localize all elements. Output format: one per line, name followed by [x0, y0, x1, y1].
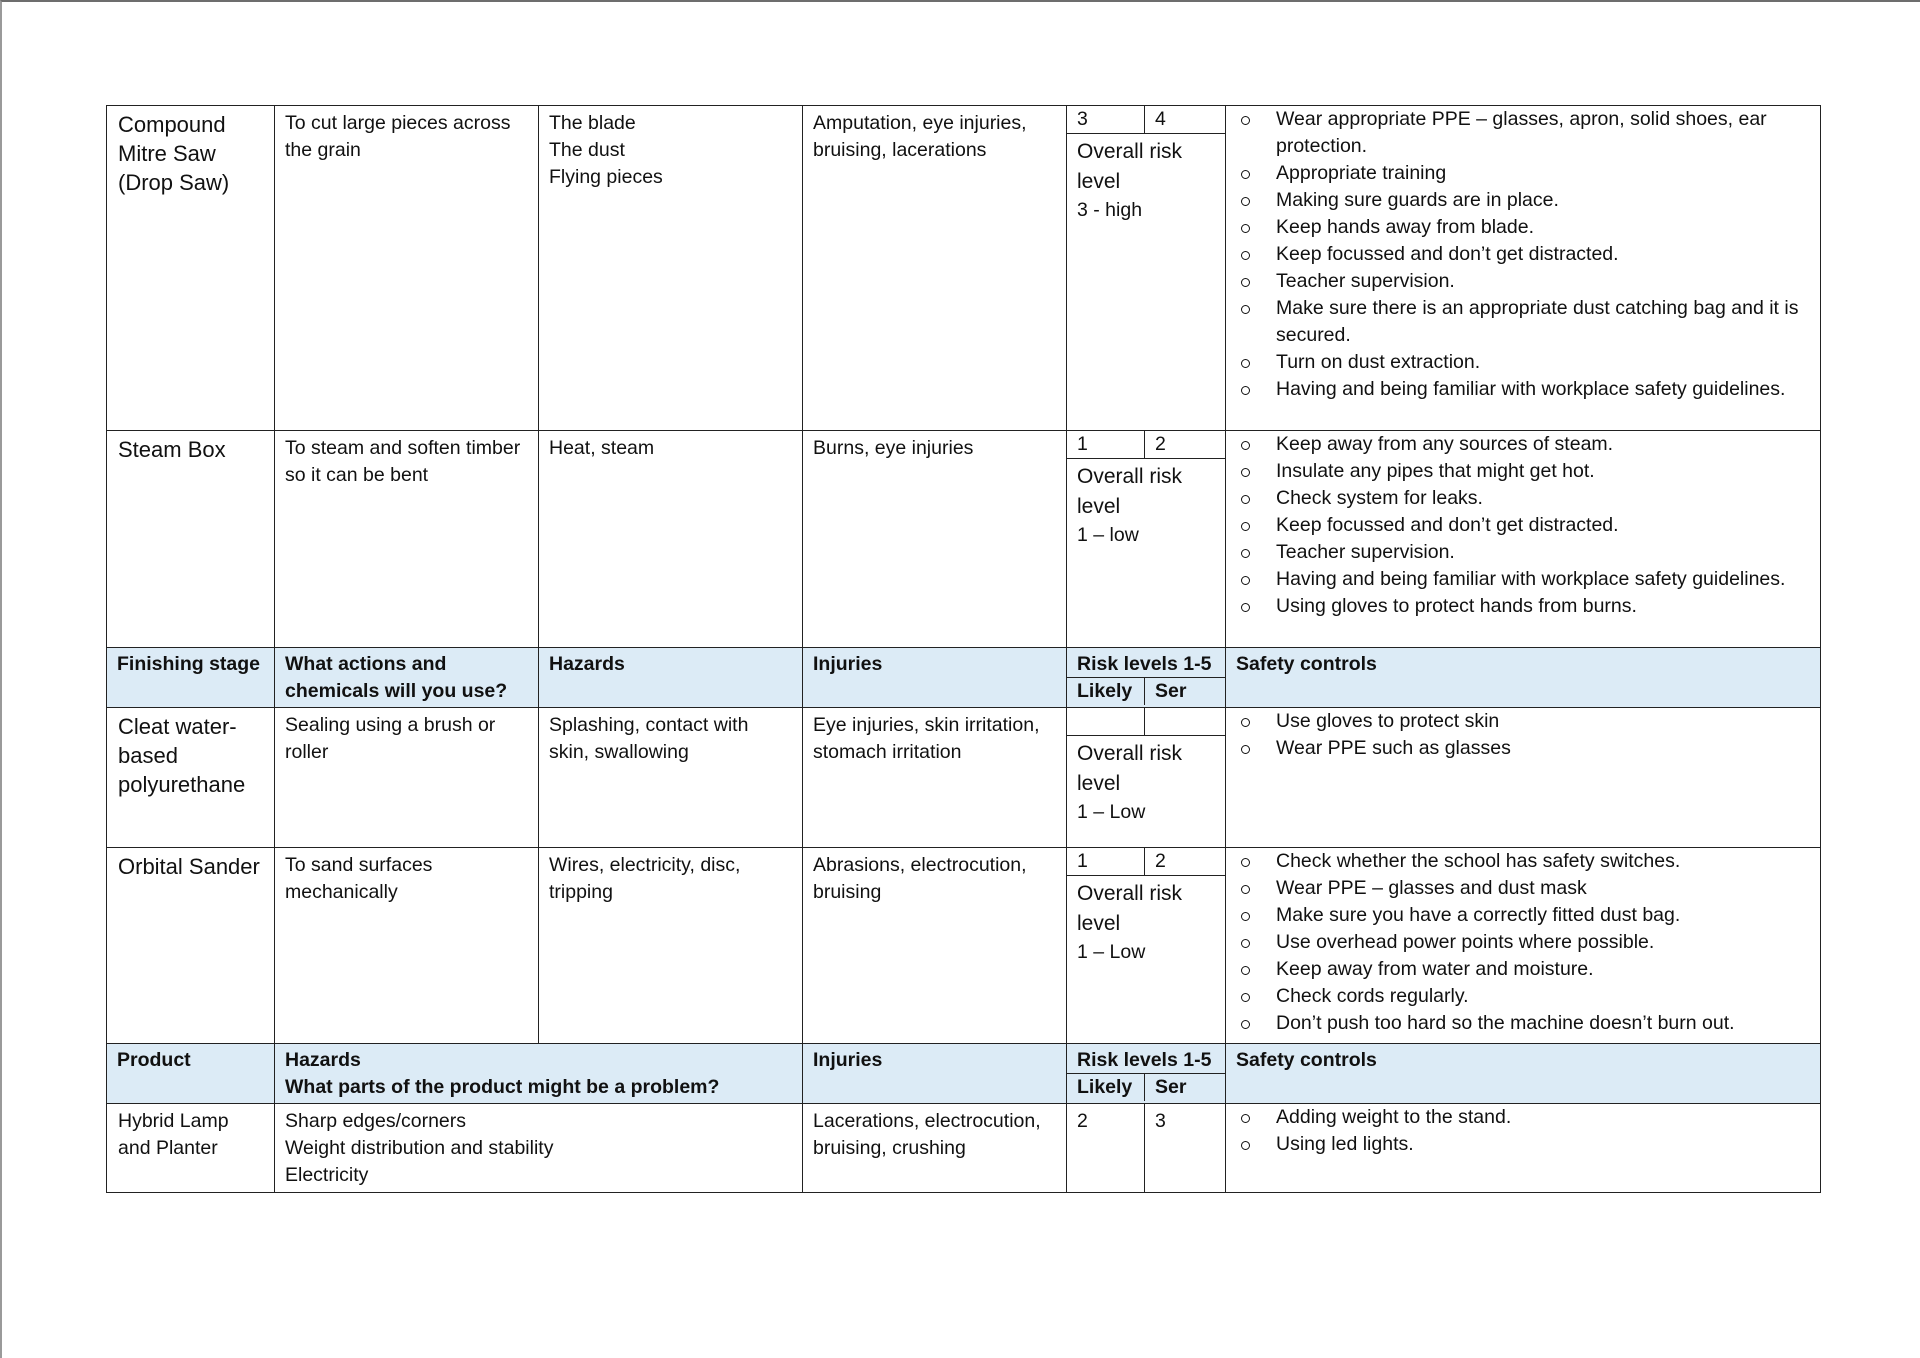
tool-action: Sealing using a brush or roller	[275, 708, 539, 848]
severity-value: 2	[1155, 850, 1166, 872]
control-item: Don’t push too hard so the machine doesn’t burn out.	[1226, 1010, 1810, 1037]
hazard-line: Sharp edges/corners	[285, 1110, 467, 1132]
header-risk-title: Risk levels 1-5	[1067, 648, 1225, 678]
likely-value: 1	[1067, 431, 1145, 458]
header-risk-levels	[1067, 1044, 1226, 1104]
header-risk-title: Risk levels 1-5	[1067, 1044, 1225, 1074]
risk-level-cell	[1067, 431, 1226, 648]
header-injuries: Injuries	[803, 648, 1067, 708]
header-hazards-question: What parts of the product might be a problem?	[285, 1076, 720, 1098]
hazard-line: The blade	[549, 112, 636, 134]
overall-risk-label: Overall risk level	[1077, 465, 1183, 518]
header-hazards: Hazards	[285, 1049, 361, 1071]
table-row	[107, 431, 1821, 648]
overall-risk-label: Overall risk level	[1077, 742, 1183, 795]
control-item: Turn on dust extraction.	[1226, 349, 1810, 376]
control-item: Keep away from water and moisture.	[1226, 956, 1810, 983]
control-item: Keep hands away from blade.	[1226, 214, 1810, 241]
overall-risk-value: 1 – Low	[1077, 801, 1146, 823]
control-item: Wear appropriate PPE – glasses, apron, solid shoes, ear protection.	[1226, 106, 1810, 160]
control-item: Having and being familiar with workplace safety guidelines.	[1226, 376, 1810, 403]
tool-action: To sand surfaces mechanically	[275, 848, 539, 1044]
header-actions: What actions and chemicals will you use?	[275, 648, 539, 708]
header-risk-levels	[1067, 648, 1226, 708]
control-item: Keep focussed and don’t get distracted.	[1226, 512, 1810, 539]
hazard-line: Weight distribution and stability	[285, 1137, 554, 1159]
control-item: Use gloves to protect skin	[1226, 708, 1810, 735]
control-item: Use overhead power points where possible.	[1226, 929, 1810, 956]
risk-level-cell	[1067, 1104, 1226, 1193]
overall-risk-value: 1 – low	[1077, 524, 1139, 546]
control-item: Using gloves to protect hands from burns.	[1226, 593, 1810, 620]
control-item: Appropriate training	[1226, 160, 1810, 187]
header-ser: Ser	[1155, 680, 1187, 702]
hazard-line: The dust	[549, 139, 625, 161]
severity-value: 2	[1155, 433, 1166, 455]
tool-name: Compound Mitre Saw (Drop Saw)	[107, 106, 275, 431]
control-item: Teacher supervision.	[1226, 268, 1810, 295]
table-row	[107, 848, 1821, 1044]
product-name: Hybrid Lamp and Planter	[107, 1104, 275, 1193]
header-product: Product	[107, 1044, 275, 1104]
safety-controls	[1226, 708, 1821, 848]
control-item: Wear PPE such as glasses	[1226, 735, 1810, 762]
overall-risk-label: Overall risk level	[1077, 140, 1183, 193]
overall-risk-label: Overall risk level	[1077, 882, 1183, 935]
control-item: Make sure you have a correctly fitted dust bag.	[1226, 902, 1810, 929]
hazard-line: Heat, steam	[549, 437, 655, 459]
control-item: Keep away from any sources of steam.	[1226, 431, 1810, 458]
header-ser: Ser	[1155, 1076, 1187, 1098]
control-item: Having and being familiar with workplace safety guidelines.	[1226, 566, 1810, 593]
control-item: Adding weight to the stand.	[1226, 1104, 1810, 1131]
product-hazards	[275, 1104, 803, 1193]
likely-value: 2	[1067, 1104, 1145, 1192]
control-item: Insulate any pipes that might get hot.	[1226, 458, 1810, 485]
finishing-header-row	[107, 648, 1821, 708]
safety-controls	[1226, 431, 1821, 648]
control-item: Check cords regularly.	[1226, 983, 1810, 1010]
control-item: Check system for leaks.	[1226, 485, 1810, 512]
hazard-line: Flying pieces	[549, 166, 663, 188]
control-item: Teacher supervision.	[1226, 539, 1810, 566]
hazard-line: Electricity	[285, 1164, 369, 1186]
control-item: Check whether the school has safety switches.	[1226, 848, 1810, 875]
control-item: Keep focussed and don’t get distracted.	[1226, 241, 1810, 268]
header-product-hazards	[275, 1044, 803, 1104]
risk-level-cell	[1067, 106, 1226, 431]
overall-risk-value: 1 – Low	[1077, 941, 1146, 963]
header-likely: Likely	[1067, 678, 1145, 705]
table-row	[107, 106, 1821, 431]
header-stage: Finishing stage	[107, 648, 275, 708]
control-item: Using led lights.	[1226, 1131, 1810, 1158]
likely-value: 3	[1067, 106, 1145, 133]
tool-action: To cut large pieces across the grain	[275, 106, 539, 431]
tool-hazards: Splashing, contact with skin, swallowing	[539, 708, 803, 848]
header-hazards: Hazards	[539, 648, 803, 708]
control-item: Make sure there is an appropriate dust catching bag and it is secured.	[1226, 295, 1810, 349]
severity-value: 3	[1155, 1110, 1166, 1132]
tool-injuries: Eye injuries, skin irritation, stomach irritation	[803, 708, 1067, 848]
product-header-row	[107, 1044, 1821, 1104]
header-injuries: Injuries	[803, 1044, 1067, 1104]
likely-value	[1067, 708, 1145, 735]
risk-assessment-table	[106, 105, 1821, 1193]
risk-level-cell	[1067, 708, 1226, 848]
control-item: Wear PPE – glasses and dust mask	[1226, 875, 1810, 902]
tool-injuries: Abrasions, electrocution, bruising	[803, 848, 1067, 1044]
tool-action: To steam and soften timber so it can be bent	[275, 431, 539, 648]
safety-controls	[1226, 106, 1821, 431]
tool-hazards	[539, 431, 803, 648]
safety-controls	[1226, 1104, 1821, 1193]
likely-value: 1	[1067, 848, 1145, 875]
header-likely: Likely	[1067, 1074, 1145, 1101]
control-item: Making sure guards are in place.	[1226, 187, 1810, 214]
tool-name: Cleat water-based polyurethane	[107, 708, 275, 848]
product-injuries: Lacerations, electrocution, bruising, crushing	[803, 1104, 1067, 1193]
table-row	[107, 708, 1821, 848]
overall-risk-value: 3 - high	[1077, 199, 1143, 221]
tool-injuries: Amputation, eye injuries, bruising, lacerations	[803, 106, 1067, 431]
risk-level-cell	[1067, 848, 1226, 1044]
tool-name: Steam Box	[107, 431, 275, 648]
severity-value: 4	[1155, 108, 1166, 130]
severity-value	[1145, 708, 1225, 735]
safety-controls	[1226, 848, 1821, 1044]
tool-hazards	[539, 106, 803, 431]
table-row	[107, 1104, 1821, 1193]
tool-name: Orbital Sander	[107, 848, 275, 1044]
header-controls: Safety controls	[1226, 648, 1821, 708]
header-controls: Safety controls	[1226, 1044, 1821, 1104]
tool-injuries: Burns, eye injuries	[803, 431, 1067, 648]
tool-hazards: Wires, electricity, disc, tripping	[539, 848, 803, 1044]
